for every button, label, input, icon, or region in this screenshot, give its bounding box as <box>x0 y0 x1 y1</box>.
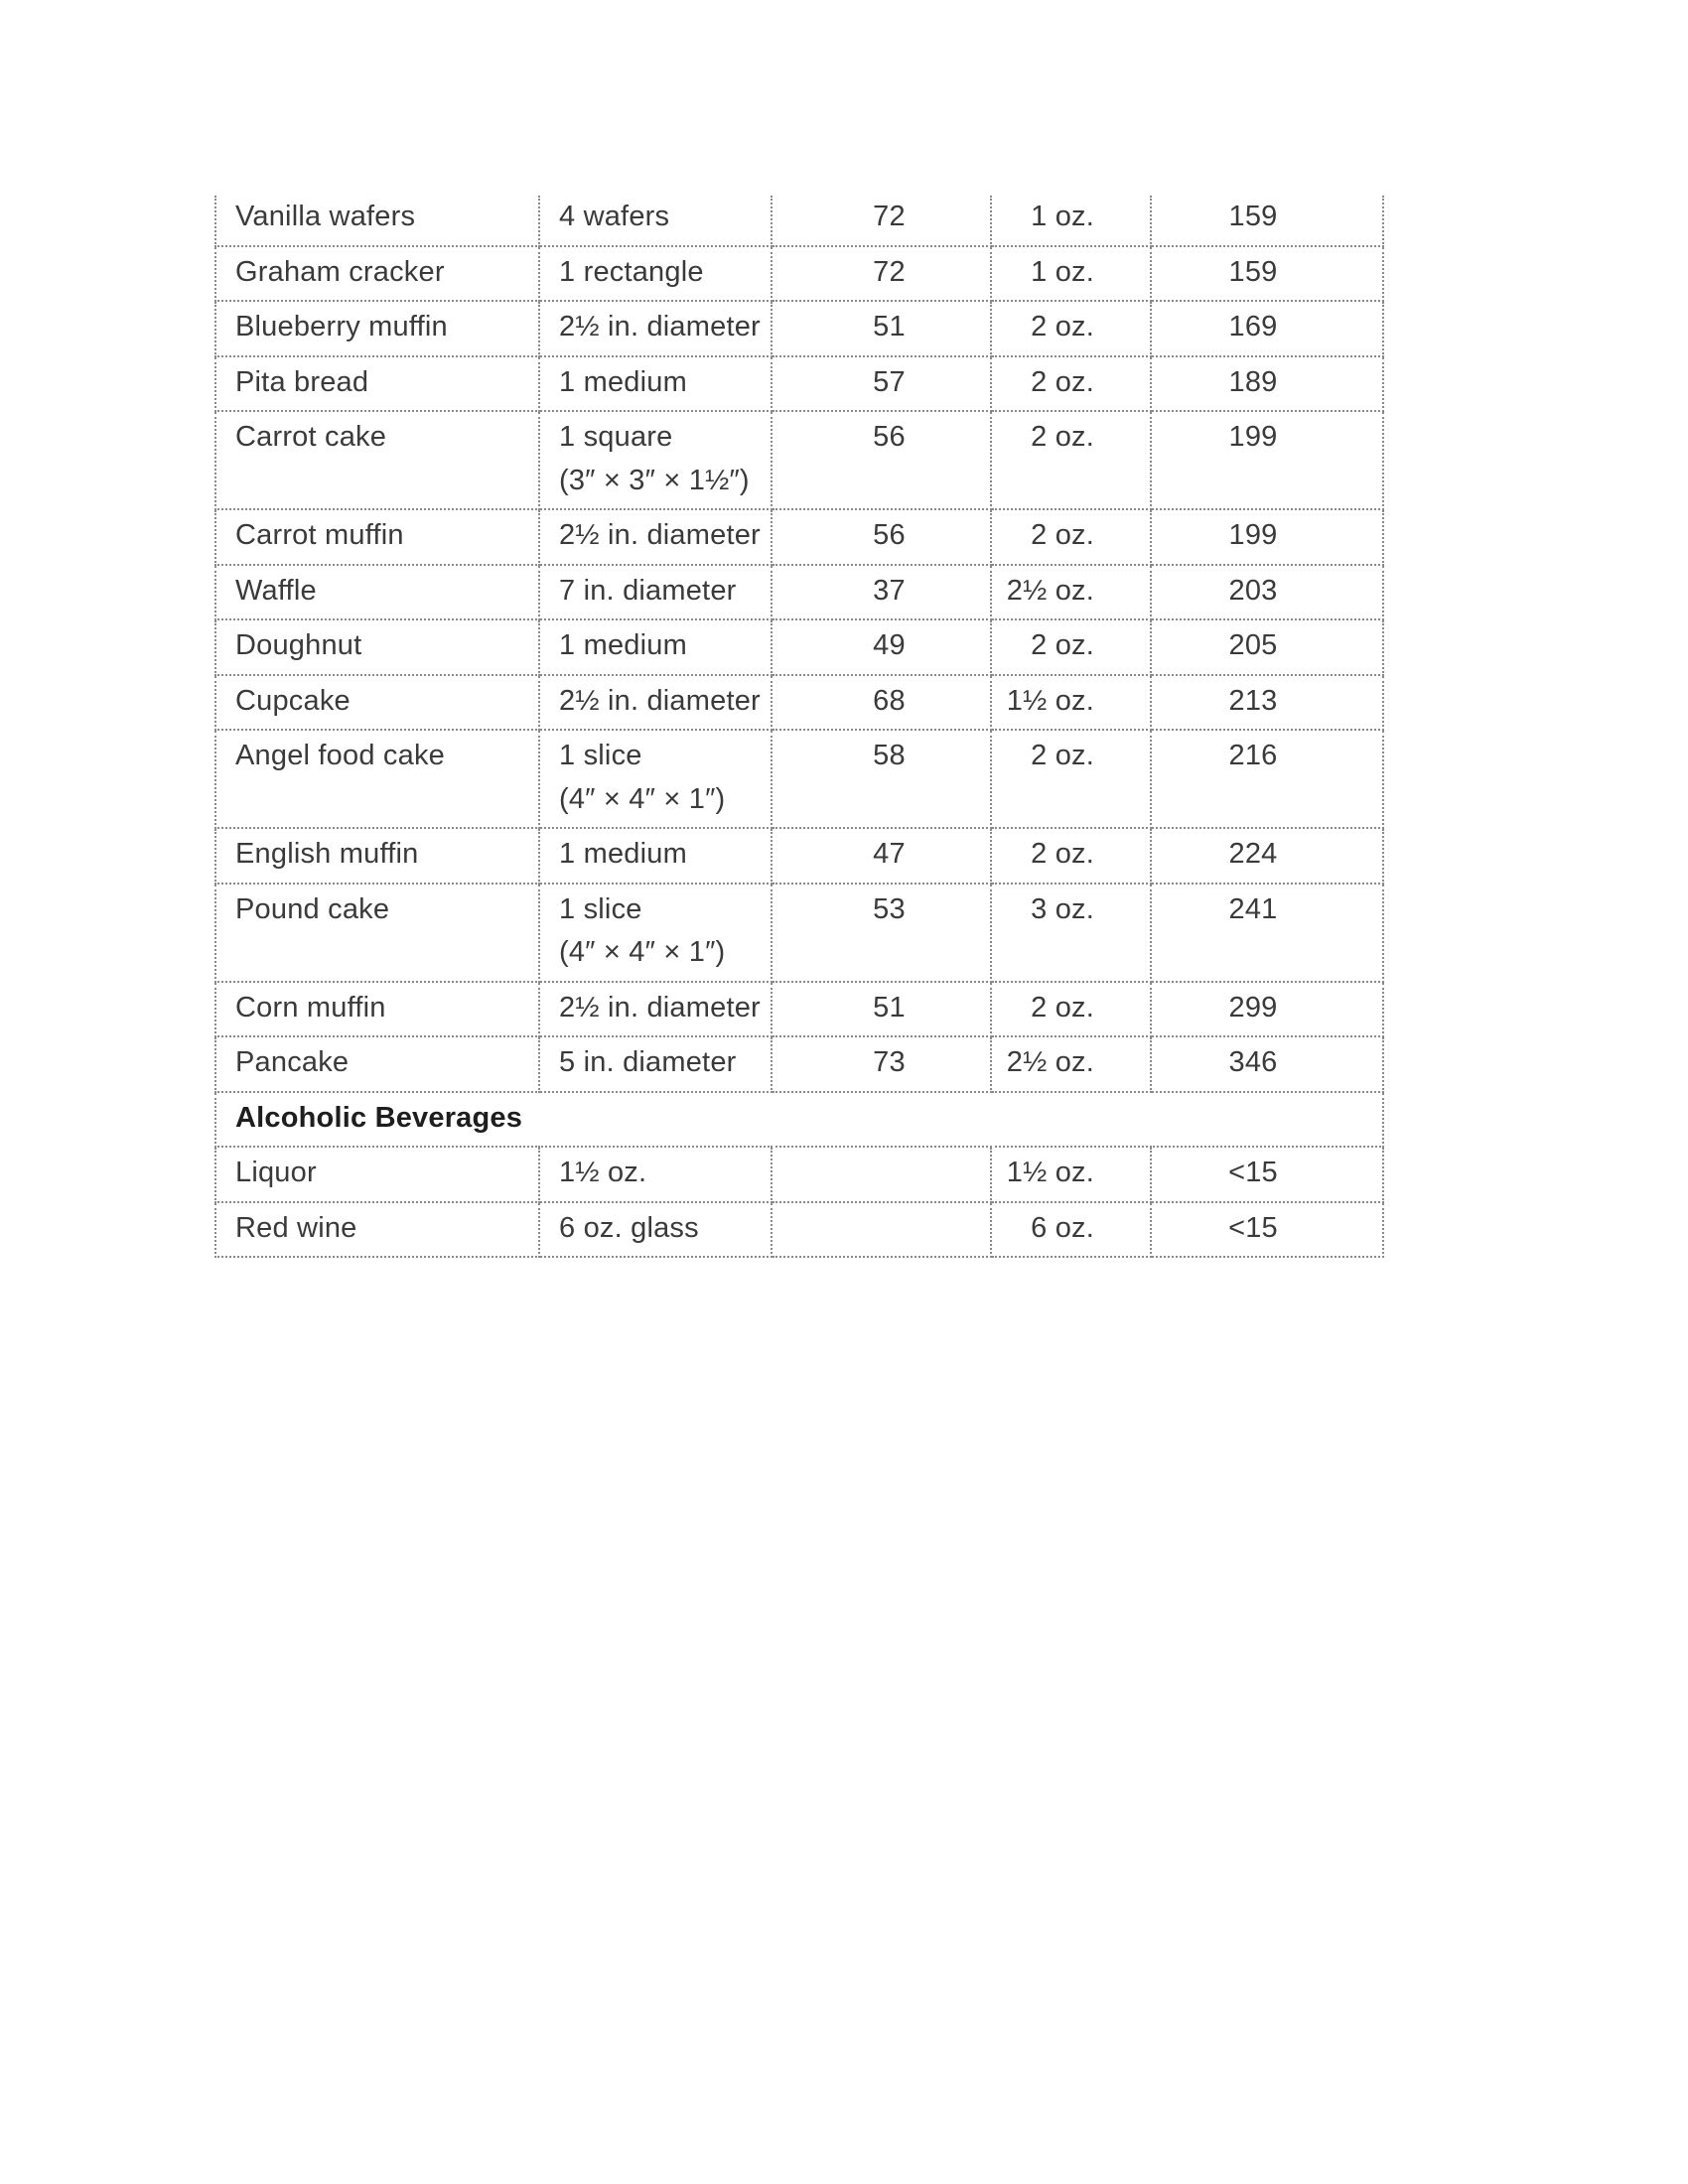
glycemic-index-cell-text: 72 <box>873 201 906 232</box>
serving-cell-line: (4″ × 4″ × 1″) <box>559 782 726 815</box>
glycemic-index-cell <box>772 356 991 412</box>
food-cell <box>215 730 539 828</box>
glycemic-load-cell <box>1151 356 1383 412</box>
portion-cell <box>991 301 1151 356</box>
serving-cell-line: 2½ in. diameter <box>559 311 761 342</box>
food-cell-text: Carrot muffin <box>235 519 404 551</box>
glycemic-index-cell <box>772 1036 991 1092</box>
portion-cell <box>991 1036 1151 1092</box>
table-row <box>215 884 1383 982</box>
glycemic-load-cell <box>1151 196 1383 246</box>
glycemic-load-cell-text: 299 <box>1228 991 1278 1024</box>
glycemic-load-cell-text: 159 <box>1228 201 1278 232</box>
table-row <box>215 509 1383 565</box>
glycemic-index-cell <box>772 982 991 1037</box>
food-table <box>214 196 1384 1258</box>
glycemic-load-cell-text: 159 <box>1228 255 1278 288</box>
glycemic-load-cell-text: 205 <box>1228 629 1278 661</box>
serving-cell <box>539 356 772 412</box>
glycemic-index-cell-text: 51 <box>873 311 906 342</box>
glycemic-load-cell <box>1151 301 1383 356</box>
food-cell <box>215 884 539 982</box>
glycemic-index-cell <box>772 730 991 828</box>
serving-cell-line: 1½ oz. <box>559 1157 647 1188</box>
serving-cell <box>539 246 772 302</box>
portion-cell-text: 2½ oz. <box>1006 1046 1094 1078</box>
glycemic-index-cell-text: 72 <box>873 255 906 288</box>
glycemic-index-cell <box>772 828 991 884</box>
portion-cell <box>991 1147 1151 1202</box>
glycemic-index-cell <box>772 411 991 509</box>
glycemic-load-cell-text: <15 <box>1228 1211 1278 1244</box>
serving-cell-line: 5 in. diameter <box>559 1046 737 1078</box>
serving-cell <box>539 1202 772 1258</box>
portion-cell-text: 1½ oz. <box>1006 1157 1094 1188</box>
food-cell <box>215 828 539 884</box>
glycemic-load-cell <box>1151 884 1383 982</box>
serving-cell <box>539 982 772 1037</box>
glycemic-load-cell <box>1151 509 1383 565</box>
food-cell <box>215 196 539 246</box>
table-row <box>215 246 1383 302</box>
food-cell <box>215 1202 539 1258</box>
serving-cell-line: 4 wafers <box>559 201 670 232</box>
serving-cell <box>539 301 772 356</box>
glycemic-index-cell <box>772 196 991 246</box>
food-cell-text: Corn muffin <box>235 991 386 1024</box>
food-cell-text: Blueberry muffin <box>235 311 448 342</box>
portion-cell-text: 1½ oz. <box>1006 684 1094 717</box>
serving-cell-line: 1 medium <box>559 629 687 661</box>
glycemic-load-cell <box>1151 565 1383 620</box>
glycemic-index-cell <box>772 884 991 982</box>
portion-cell-text: 2 oz. <box>1031 629 1094 661</box>
portion-cell-text: 1 oz. <box>1031 201 1094 232</box>
glycemic-load-cell <box>1151 1036 1383 1092</box>
serving-cell <box>539 828 772 884</box>
food-cell-text: Cupcake <box>235 684 351 717</box>
portion-cell <box>991 1202 1151 1258</box>
glycemic-load-cell-text: 241 <box>1228 892 1278 925</box>
glycemic-index-cell-text: 49 <box>873 629 906 661</box>
portion-cell <box>991 828 1151 884</box>
glycemic-index-cell-text: 56 <box>873 421 906 453</box>
food-cell <box>215 1036 539 1092</box>
serving-cell <box>539 884 772 982</box>
food-cell <box>215 301 539 356</box>
food-cell-text: Red wine <box>235 1211 357 1244</box>
glycemic-load-cell-text: 199 <box>1228 421 1278 453</box>
glycemic-index-cell-text: 37 <box>873 574 906 607</box>
food-cell <box>215 982 539 1037</box>
glycemic-load-cell-text: 169 <box>1228 311 1278 342</box>
glycemic-index-cell-text: 47 <box>873 838 906 870</box>
glycemic-index-cell-text: 51 <box>873 991 906 1024</box>
glycemic-load-cell-text: 189 <box>1228 365 1278 398</box>
glycemic-index-cell-text: 56 <box>873 519 906 551</box>
table-row <box>215 1202 1383 1258</box>
portion-cell <box>991 356 1151 412</box>
serving-cell-line: 1 slice <box>559 740 642 771</box>
portion-cell-text: 2½ oz. <box>1006 574 1094 607</box>
serving-cell-line: (3″ × 3″ × 1½″) <box>559 464 750 496</box>
glycemic-index-cell <box>772 565 991 620</box>
serving-cell-line: 1 medium <box>559 838 687 870</box>
portion-cell <box>991 565 1151 620</box>
section-header-row <box>215 1092 1383 1148</box>
food-cell-text: Pancake <box>235 1046 350 1078</box>
serving-cell <box>539 565 772 620</box>
glycemic-load-cell-text: 346 <box>1228 1046 1278 1078</box>
portion-cell-text: 1 oz. <box>1031 255 1094 288</box>
glycemic-load-cell <box>1151 828 1383 884</box>
serving-cell-line: 1 medium <box>559 365 687 398</box>
table-row <box>215 411 1383 509</box>
glycemic-load-cell-text: <15 <box>1228 1157 1278 1188</box>
glycemic-load-cell <box>1151 1147 1383 1202</box>
table-row <box>215 982 1383 1037</box>
glycemic-index-cell <box>772 246 991 302</box>
glycemic-load-cell <box>1151 246 1383 302</box>
table-row <box>215 1036 1383 1092</box>
serving-cell-line: 1 rectangle <box>559 255 704 288</box>
serving-cell <box>539 619 772 675</box>
portion-cell-text: 2 oz. <box>1031 991 1094 1024</box>
food-cell <box>215 1147 539 1202</box>
portion-cell <box>991 196 1151 246</box>
table-row <box>215 356 1383 412</box>
portion-cell <box>991 982 1151 1037</box>
serving-cell <box>539 196 772 246</box>
table-row <box>215 730 1383 828</box>
food-cell-text: Angel food cake <box>235 740 445 771</box>
portion-cell-text: 2 oz. <box>1031 740 1094 771</box>
glycemic-load-cell-text: 216 <box>1228 740 1278 771</box>
table-row <box>215 619 1383 675</box>
serving-cell <box>539 1147 772 1202</box>
portion-cell <box>991 730 1151 828</box>
portion-cell <box>991 411 1151 509</box>
serving-cell-line: 1 square <box>559 421 673 453</box>
portion-cell <box>991 675 1151 731</box>
food-cell-text: Graham cracker <box>235 255 445 288</box>
food-cell-text: Vanilla wafers <box>235 201 416 232</box>
glycemic-load-cell-text: 199 <box>1228 519 1278 551</box>
serving-cell-line: 2½ in. diameter <box>559 519 761 551</box>
table-row <box>215 675 1383 731</box>
glycemic-index-cell <box>772 1202 991 1258</box>
glycemic-load-cell-text: 213 <box>1228 684 1278 717</box>
portion-cell <box>991 509 1151 565</box>
glycemic-load-cell <box>1151 1202 1383 1258</box>
glycemic-index-cell <box>772 301 991 356</box>
food-cell-text: Doughnut <box>235 629 362 661</box>
serving-cell-line: 7 in. diameter <box>559 574 737 607</box>
serving-cell-line: 6 oz. glass <box>559 1211 699 1244</box>
glycemic-index-cell-text: 73 <box>873 1046 906 1078</box>
glycemic-index-cell-text: 53 <box>873 892 906 925</box>
glycemic-load-cell-text: 203 <box>1228 574 1278 607</box>
table-row <box>215 828 1383 884</box>
portion-cell <box>991 246 1151 302</box>
serving-cell <box>539 730 772 828</box>
glycemic-load-cell <box>1151 619 1383 675</box>
glycemic-index-cell <box>772 675 991 731</box>
glycemic-index-cell <box>772 619 991 675</box>
food-cell-text: English muffin <box>235 838 419 870</box>
serving-cell-line: (4″ × 4″ × 1″) <box>559 936 726 968</box>
glycemic-index-cell <box>772 509 991 565</box>
food-cell-text: Liquor <box>235 1157 317 1188</box>
glycemic-index-cell <box>772 1147 991 1202</box>
glycemic-load-cell <box>1151 675 1383 731</box>
portion-cell-text: 3 oz. <box>1031 892 1094 925</box>
table-row <box>215 1147 1383 1202</box>
food-cell <box>215 565 539 620</box>
serving-cell <box>539 509 772 565</box>
serving-cell <box>539 675 772 731</box>
food-cell-text: Waffle <box>235 574 317 607</box>
food-cell-text: Pound cake <box>235 892 390 925</box>
serving-cell-line: 2½ in. diameter <box>559 991 761 1024</box>
table-row <box>215 196 1383 246</box>
food-cell <box>215 675 539 731</box>
serving-cell <box>539 1036 772 1092</box>
food-table-body <box>215 196 1383 1257</box>
glycemic-load-cell <box>1151 982 1383 1037</box>
section-title: Alcoholic Beverages <box>215 1092 1383 1148</box>
table-row <box>215 301 1383 356</box>
glycemic-index-cell-text: 57 <box>873 365 906 398</box>
food-cell <box>215 356 539 412</box>
food-cell <box>215 619 539 675</box>
portion-cell-text: 6 oz. <box>1031 1211 1094 1244</box>
glycemic-index-cell-text: 58 <box>873 740 906 771</box>
food-cell <box>215 411 539 509</box>
portion-cell-text: 2 oz. <box>1031 365 1094 398</box>
glycemic-load-cell-text: 224 <box>1228 838 1278 870</box>
table-row <box>215 565 1383 620</box>
serving-cell-line: 2½ in. diameter <box>559 684 761 717</box>
portion-cell-text: 2 oz. <box>1031 421 1094 453</box>
portion-cell-text: 2 oz. <box>1031 838 1094 870</box>
portion-cell <box>991 619 1151 675</box>
portion-cell-text: 2 oz. <box>1031 311 1094 342</box>
serving-cell <box>539 411 772 509</box>
glycemic-load-cell <box>1151 730 1383 828</box>
food-cell-text: Carrot cake <box>235 421 387 453</box>
serving-cell-line: 1 slice <box>559 892 642 925</box>
glycemic-load-cell <box>1151 411 1383 509</box>
glycemic-index-cell-text: 68 <box>873 684 906 717</box>
food-cell <box>215 509 539 565</box>
food-cell-text: Pita bread <box>235 365 369 398</box>
portion-cell <box>991 884 1151 982</box>
portion-cell-text: 2 oz. <box>1031 519 1094 551</box>
food-cell <box>215 246 539 302</box>
